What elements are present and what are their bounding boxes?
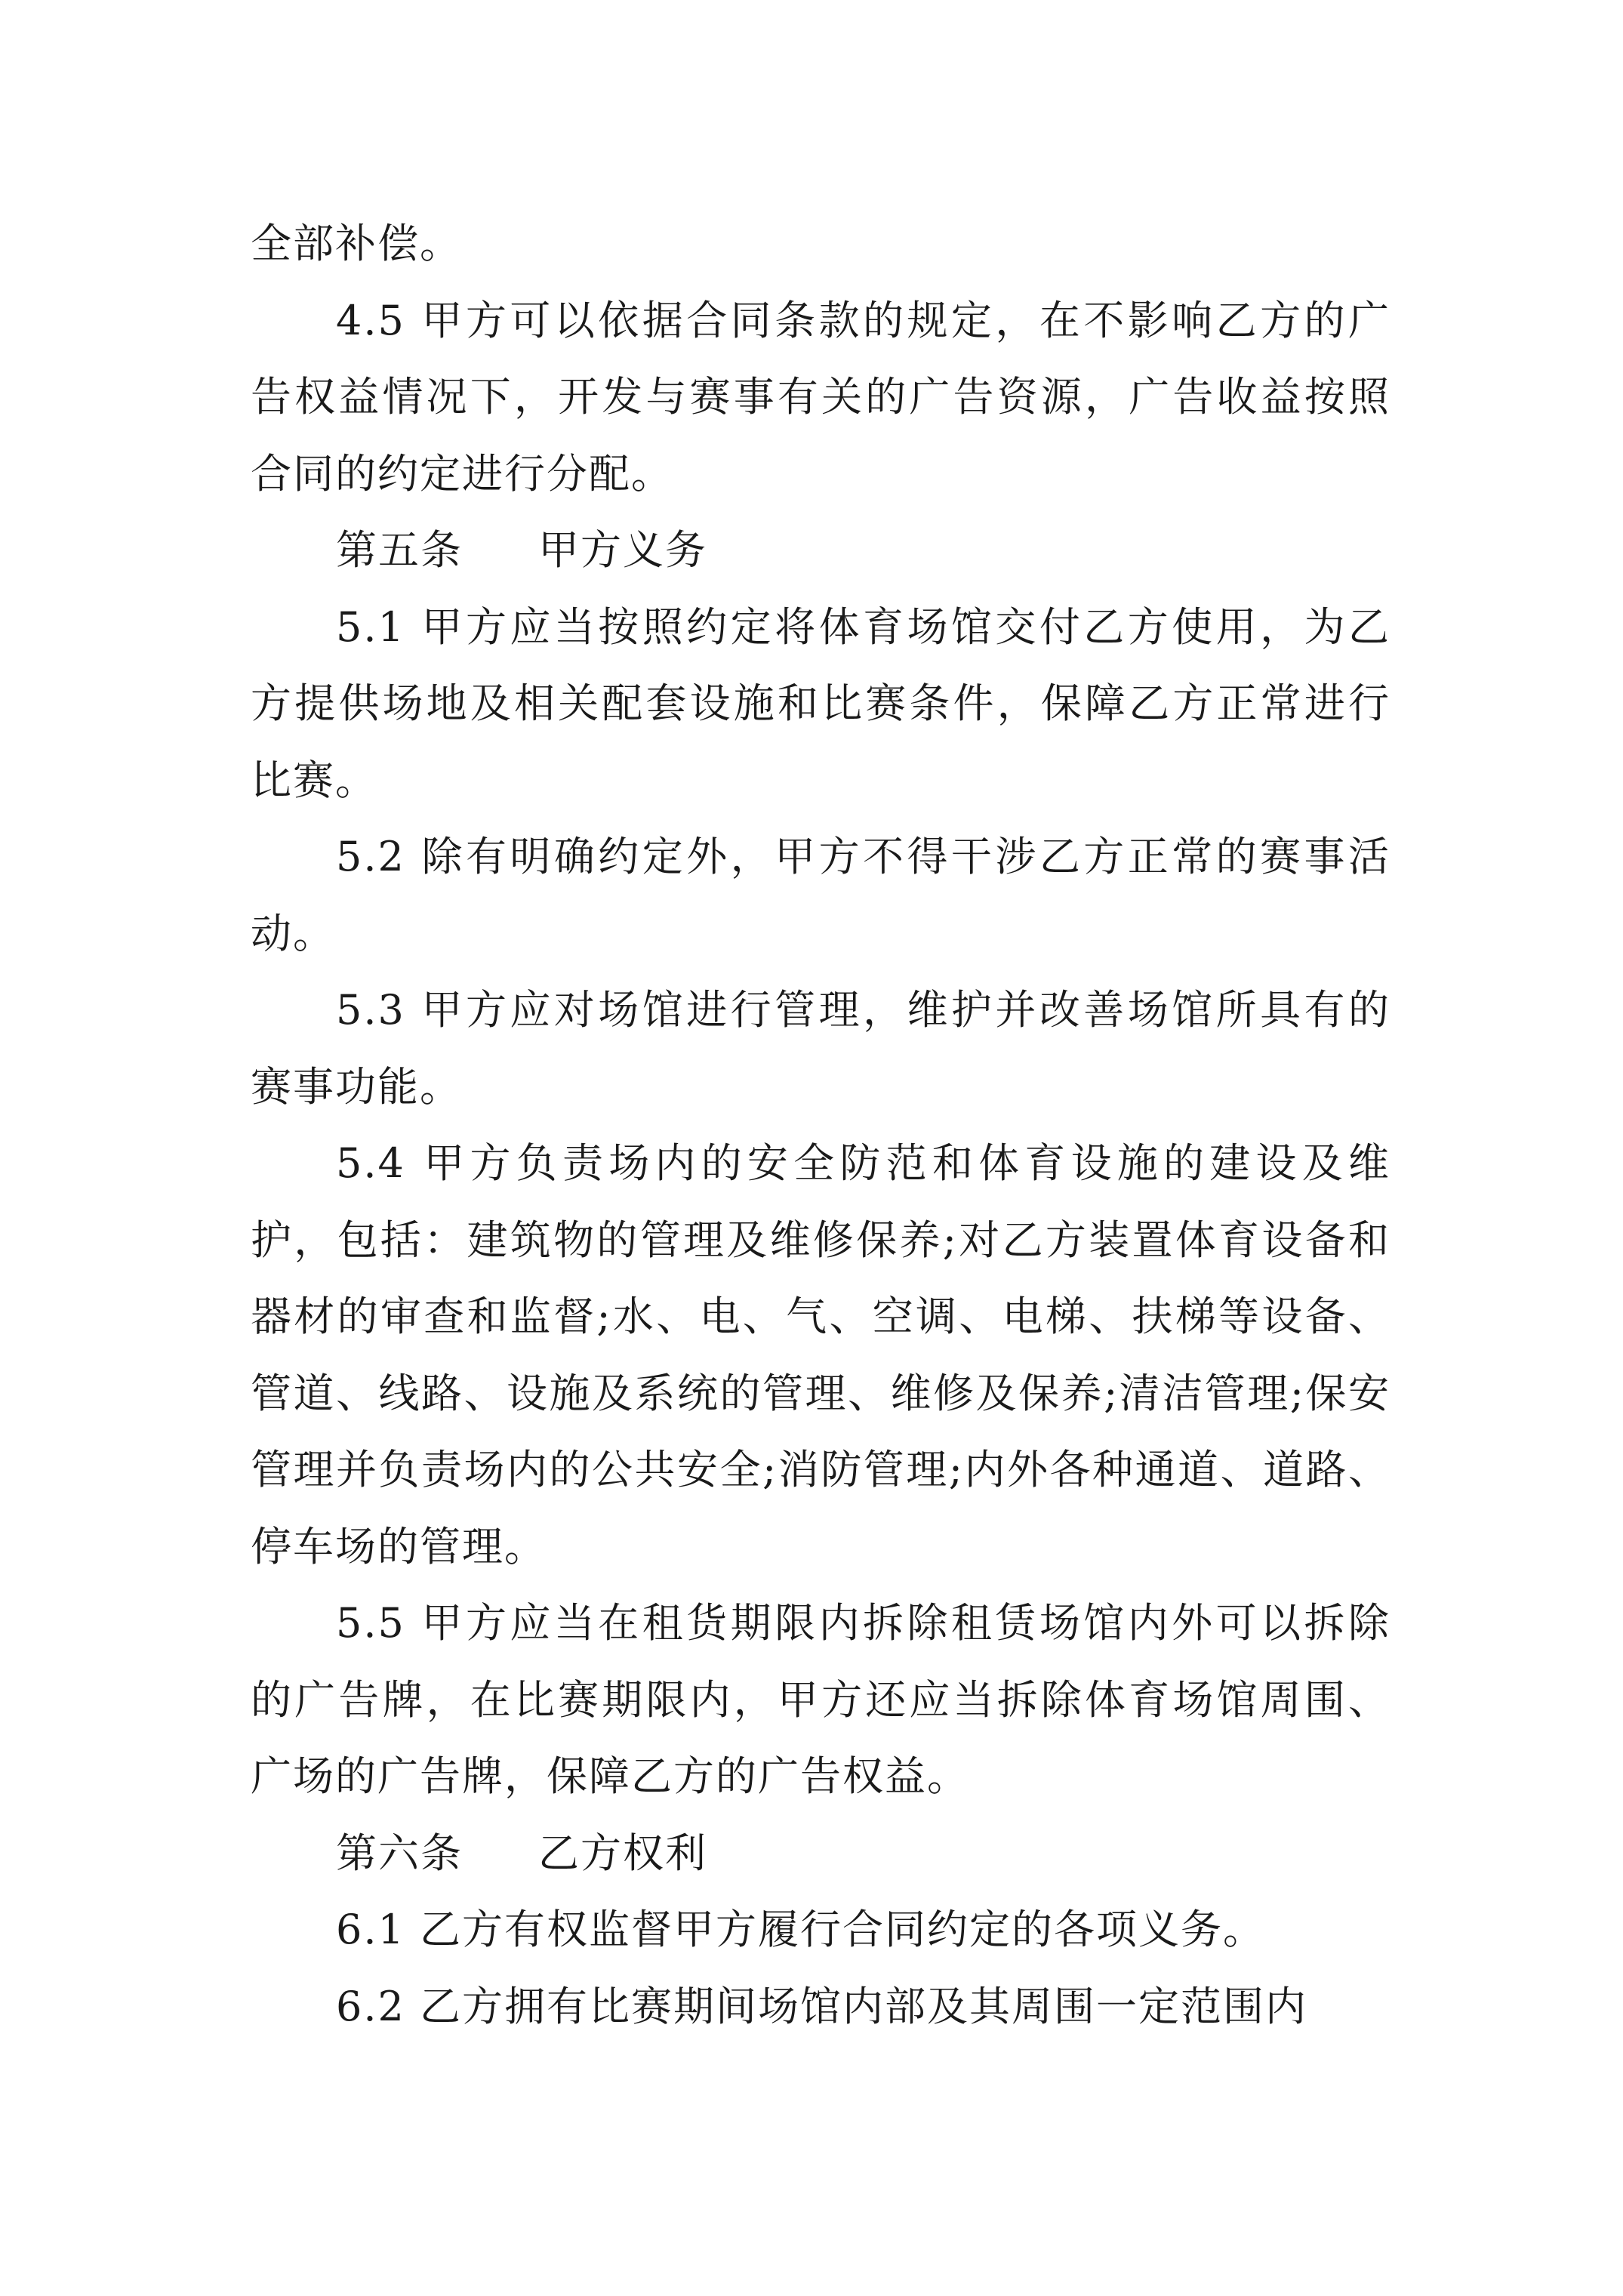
article-5-heading: [251, 512, 1390, 589]
clause-5-3: 5.3 甲方应对场馆进行管理，维护并改善场馆所具有的赛事功能。: [251, 986, 1390, 1111]
article-6-heading: [251, 1815, 1390, 1892]
article-number: 第六条: [336, 1829, 463, 1877]
clause-5-5: 5.5 甲方应当在租货期限内拆除租赁场馆内外可以拆除的广告牌，在比赛期限内，甲方还应当拆除体育场馆周围、广场的广告牌，保障乙方的广告权益。: [251, 1599, 1390, 1800]
clause-5-4: 5.4 甲方负责场内的安全防范和体育设施的建设及维护，包括：建筑物的管理及维修保养;对乙方装置体育设备和器材的审查和监督;水、电、气、空调、电梯、扶梯等设备、管道、线路、设施及系统的管理、维修及保养;清洁管理;保安管理并负责场内的公共安全;消防管理;内外各种通道、道路、停车场的管理。: [251, 1139, 1390, 1570]
clause-4-5: 4.5 甲方可以依据合同条款的规定，在不影响乙方的广告权益情况下，开发与赛事有关的广告资源，广告收益按照合同的约定进行分配。: [251, 296, 1390, 498]
article-title: 乙方权利: [538, 1829, 707, 1877]
clause-5-2: 5.2 除有明确约定外，甲方不得干涉乙方正常的赛事活动。: [251, 833, 1390, 957]
clause-5-1: 5.1 甲方应当按照约定将体育场馆交付乙方使用，为乙方提供场地及相关配套设施和比赛条件，保障乙方正常进行比赛。: [251, 603, 1390, 804]
paragraph-4-4-end: 全部补偿。: [251, 220, 462, 267]
document-body: [251, 205, 1390, 2045]
clause-6-1: 6.1 乙方有权监督甲方履行合同约定的各项义务。: [336, 1906, 1266, 1953]
article-number: 第五条: [336, 526, 463, 574]
clause-6-2: 6.2 乙方拥有比赛期间场馆内部及其周围一定范围内: [336, 1982, 1308, 2030]
article-title: 甲方义务: [538, 526, 707, 574]
